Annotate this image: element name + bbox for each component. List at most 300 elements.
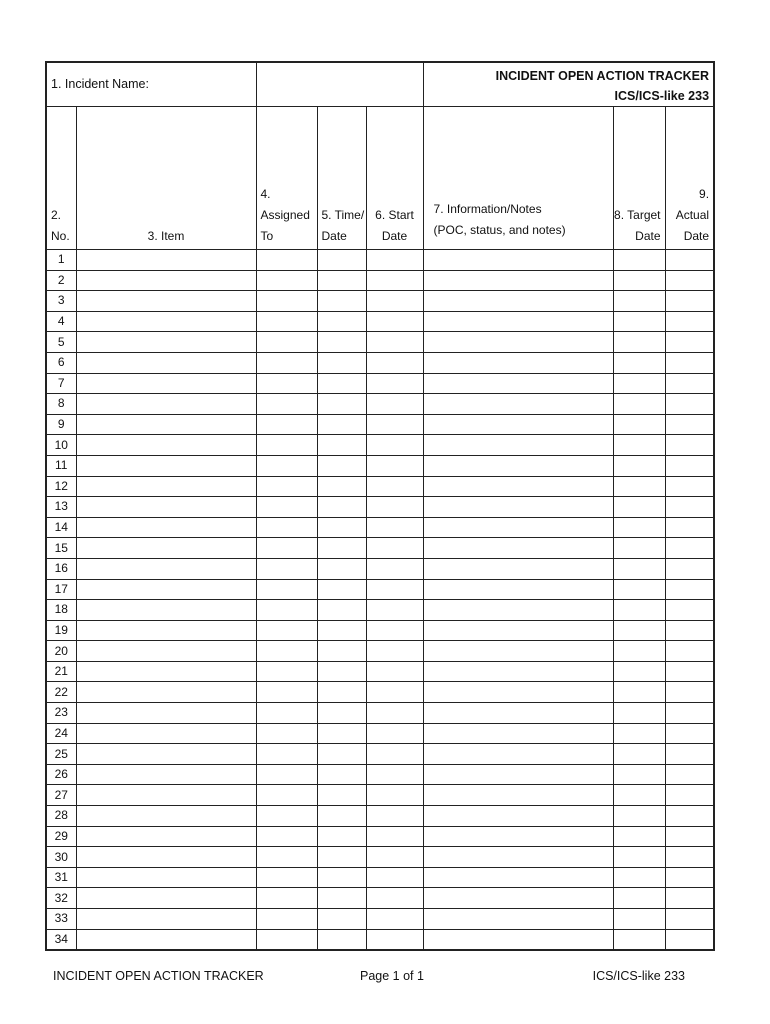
start-date-cell[interactable] [366, 352, 423, 373]
notes-cell[interactable] [423, 497, 613, 518]
notes-cell[interactable] [423, 744, 613, 765]
target-date-cell[interactable] [613, 600, 665, 621]
actual-date-cell[interactable] [665, 888, 714, 909]
target-date-cell[interactable] [613, 352, 665, 373]
target-date-cell[interactable] [613, 682, 665, 703]
assigned-to-cell[interactable] [256, 352, 317, 373]
assigned-to-cell[interactable] [256, 394, 317, 415]
item-cell[interactable] [76, 764, 256, 785]
table-row [46, 476, 714, 497]
actual-date-cell[interactable] [665, 291, 714, 312]
start-date-cell[interactable] [366, 394, 423, 415]
actual-date-cell[interactable] [665, 620, 714, 641]
table-row [46, 888, 714, 909]
notes-cell[interactable] [423, 661, 613, 682]
time-date-cell[interactable] [317, 558, 366, 579]
row-number: 4 [46, 311, 76, 332]
table-row [46, 311, 714, 332]
actual-date-cell[interactable] [665, 847, 714, 868]
target-date-cell[interactable] [613, 661, 665, 682]
assigned-to-cell[interactable] [256, 414, 317, 435]
notes-cell[interactable] [423, 620, 613, 641]
incident-name-label: 1. Incident Name: [51, 77, 149, 91]
table-row [46, 455, 714, 476]
target-date-cell[interactable] [613, 497, 665, 518]
target-date-cell[interactable] [613, 455, 665, 476]
notes-cell[interactable] [423, 579, 613, 600]
item-cell[interactable] [76, 744, 256, 765]
actual-date-cell[interactable] [665, 517, 714, 538]
notes-cell[interactable] [423, 311, 613, 332]
assigned-to-cell[interactable] [256, 826, 317, 847]
actual-date-cell[interactable] [665, 579, 714, 600]
assigned-to-cell[interactable] [256, 806, 317, 827]
table-row [46, 394, 714, 415]
time-date-cell[interactable] [317, 332, 366, 353]
row-number: 15 [46, 538, 76, 559]
time-date-cell[interactable] [317, 476, 366, 497]
page-footer [53, 969, 685, 987]
table-row [46, 764, 714, 785]
item-cell[interactable] [76, 291, 256, 312]
actual-date-cell[interactable] [665, 435, 714, 456]
time-date-cell[interactable] [317, 723, 366, 744]
assigned-to-cell[interactable] [256, 888, 317, 909]
table-row [46, 600, 714, 621]
target-date-cell[interactable] [613, 558, 665, 579]
start-date-cell[interactable] [366, 311, 423, 332]
item-cell[interactable] [76, 703, 256, 724]
notes-cell[interactable] [423, 929, 613, 950]
row-number: 18 [46, 600, 76, 621]
start-date-cell[interactable] [366, 270, 423, 291]
table-row [46, 744, 714, 765]
actual-date-cell[interactable] [665, 332, 714, 353]
actual-date-cell[interactable] [665, 373, 714, 394]
time-date-cell[interactable] [317, 250, 366, 271]
target-date-cell[interactable] [613, 847, 665, 868]
time-date-cell[interactable] [317, 579, 366, 600]
item-cell[interactable] [76, 723, 256, 744]
start-date-cell[interactable] [366, 723, 423, 744]
target-date-cell[interactable] [613, 476, 665, 497]
item-cell[interactable] [76, 497, 256, 518]
notes-cell[interactable] [423, 476, 613, 497]
table-row [46, 847, 714, 868]
assigned-to-cell[interactable] [256, 538, 317, 559]
title-row [46, 62, 714, 107]
assigned-to-cell[interactable] [256, 847, 317, 868]
column-header-row [46, 107, 714, 250]
start-date-cell[interactable] [366, 558, 423, 579]
table-row [46, 806, 714, 827]
row-number: 25 [46, 744, 76, 765]
tracker-table [45, 61, 715, 951]
target-date-cell[interactable] [613, 579, 665, 600]
time-date-cell[interactable] [317, 620, 366, 641]
table-row [46, 538, 714, 559]
assigned-to-cell[interactable] [256, 476, 317, 497]
time-date-cell[interactable] [317, 703, 366, 724]
start-date-cell[interactable] [366, 703, 423, 724]
item-cell[interactable] [76, 332, 256, 353]
time-date-cell[interactable] [317, 538, 366, 559]
time-date-cell[interactable] [317, 867, 366, 888]
table-row [46, 579, 714, 600]
item-cell[interactable] [76, 579, 256, 600]
item-cell[interactable] [76, 435, 256, 456]
time-date-cell[interactable] [317, 785, 366, 806]
row-number: 23 [46, 703, 76, 724]
assigned-to-cell[interactable] [256, 703, 317, 724]
assigned-to-cell[interactable] [256, 291, 317, 312]
item-cell[interactable] [76, 352, 256, 373]
start-date-cell[interactable] [366, 373, 423, 394]
assigned-to-cell[interactable] [256, 435, 317, 456]
actual-date-cell[interactable] [665, 538, 714, 559]
item-cell[interactable] [76, 888, 256, 909]
actual-date-cell[interactable] [665, 764, 714, 785]
assigned-to-cell[interactable] [256, 579, 317, 600]
item-cell[interactable] [76, 250, 256, 271]
item-cell[interactable] [76, 661, 256, 682]
notes-cell[interactable] [423, 373, 613, 394]
notes-cell[interactable] [423, 517, 613, 538]
actual-date-cell[interactable] [665, 250, 714, 271]
actual-date-cell[interactable] [665, 497, 714, 518]
incident-name-label-cell [46, 62, 256, 107]
actual-date-cell[interactable] [665, 414, 714, 435]
notes-cell[interactable] [423, 414, 613, 435]
row-number: 2 [46, 270, 76, 291]
target-date-cell[interactable] [613, 394, 665, 415]
start-date-cell[interactable] [366, 661, 423, 682]
incident-name-field[interactable] [256, 62, 423, 107]
start-date-cell[interactable] [366, 579, 423, 600]
column-header-time-date: 5. Time/ Date [317, 107, 366, 250]
item-cell[interactable] [76, 373, 256, 394]
item-cell[interactable] [76, 455, 256, 476]
item-cell[interactable] [76, 641, 256, 662]
start-date-cell[interactable] [366, 785, 423, 806]
table-row [46, 291, 714, 312]
start-date-cell[interactable] [366, 888, 423, 909]
row-number: 33 [46, 909, 76, 930]
actual-date-cell[interactable] [665, 744, 714, 765]
start-date-cell[interactable] [366, 764, 423, 785]
assigned-to-cell[interactable] [256, 929, 317, 950]
table-row [46, 641, 714, 662]
target-date-cell[interactable] [613, 703, 665, 724]
form-title-block [423, 62, 714, 107]
target-date-cell[interactable] [613, 620, 665, 641]
row-number: 16 [46, 558, 76, 579]
item-cell[interactable] [76, 682, 256, 703]
actual-date-cell[interactable] [665, 929, 714, 950]
target-date-cell[interactable] [613, 806, 665, 827]
actual-date-cell[interactable] [665, 641, 714, 662]
item-cell[interactable] [76, 600, 256, 621]
target-date-cell[interactable] [613, 764, 665, 785]
actual-date-cell[interactable] [665, 558, 714, 579]
target-date-cell[interactable] [613, 888, 665, 909]
time-date-cell[interactable] [317, 929, 366, 950]
row-number: 12 [46, 476, 76, 497]
row-number: 7 [46, 373, 76, 394]
notes-cell[interactable] [423, 826, 613, 847]
start-date-cell[interactable] [366, 291, 423, 312]
target-date-cell[interactable] [613, 250, 665, 271]
notes-cell[interactable] [423, 250, 613, 271]
start-date-cell[interactable] [366, 826, 423, 847]
notes-cell[interactable] [423, 332, 613, 353]
start-date-cell[interactable] [366, 455, 423, 476]
notes-cell[interactable] [423, 682, 613, 703]
start-date-cell[interactable] [366, 929, 423, 950]
row-number: 21 [46, 661, 76, 682]
assigned-to-cell[interactable] [256, 744, 317, 765]
time-date-cell[interactable] [317, 291, 366, 312]
target-date-cell[interactable] [613, 291, 665, 312]
start-date-cell[interactable] [366, 250, 423, 271]
row-number: 17 [46, 579, 76, 600]
start-date-cell[interactable] [366, 867, 423, 888]
item-cell[interactable] [76, 785, 256, 806]
assigned-to-cell[interactable] [256, 661, 317, 682]
item-cell[interactable] [76, 517, 256, 538]
target-date-cell[interactable] [613, 538, 665, 559]
target-date-cell[interactable] [613, 929, 665, 950]
row-number: 8 [46, 394, 76, 415]
start-date-cell[interactable] [366, 600, 423, 621]
assigned-to-cell[interactable] [256, 455, 317, 476]
time-date-cell[interactable] [317, 455, 366, 476]
start-date-cell[interactable] [366, 806, 423, 827]
form-code: ICS/ICS-like 233 [614, 89, 710, 103]
item-cell[interactable] [76, 620, 256, 641]
item-cell[interactable] [76, 847, 256, 868]
time-date-cell[interactable] [317, 600, 366, 621]
notes-cell[interactable] [423, 888, 613, 909]
start-date-cell[interactable] [366, 847, 423, 868]
row-number: 22 [46, 682, 76, 703]
assigned-to-cell[interactable] [256, 332, 317, 353]
row-number: 32 [46, 888, 76, 909]
table-row [46, 558, 714, 579]
assigned-to-cell[interactable] [256, 682, 317, 703]
assigned-to-cell[interactable] [256, 785, 317, 806]
actual-date-cell[interactable] [665, 270, 714, 291]
notes-cell[interactable] [423, 867, 613, 888]
row-number: 20 [46, 641, 76, 662]
time-date-cell[interactable] [317, 435, 366, 456]
item-cell[interactable] [76, 867, 256, 888]
item-cell[interactable] [76, 311, 256, 332]
actual-date-cell[interactable] [665, 600, 714, 621]
target-date-cell[interactable] [613, 311, 665, 332]
actual-date-cell[interactable] [665, 661, 714, 682]
time-date-cell[interactable] [317, 888, 366, 909]
time-date-cell[interactable] [317, 517, 366, 538]
target-date-cell[interactable] [613, 332, 665, 353]
notes-cell[interactable] [423, 806, 613, 827]
notes-cell[interactable] [423, 352, 613, 373]
time-date-cell[interactable] [317, 826, 366, 847]
assigned-to-cell[interactable] [256, 270, 317, 291]
item-cell[interactable] [76, 826, 256, 847]
actual-date-cell[interactable] [665, 826, 714, 847]
notes-cell[interactable] [423, 435, 613, 456]
target-date-cell[interactable] [613, 867, 665, 888]
target-date-cell[interactable] [613, 909, 665, 930]
assigned-to-cell[interactable] [256, 867, 317, 888]
time-date-cell[interactable] [317, 394, 366, 415]
assigned-to-cell[interactable] [256, 558, 317, 579]
assigned-to-cell[interactable] [256, 723, 317, 744]
target-date-cell[interactable] [613, 723, 665, 744]
start-date-cell[interactable] [366, 476, 423, 497]
row-number: 13 [46, 497, 76, 518]
start-date-cell[interactable] [366, 497, 423, 518]
notes-cell[interactable] [423, 270, 613, 291]
target-date-cell[interactable] [613, 270, 665, 291]
notes-cell[interactable] [423, 394, 613, 415]
start-date-cell[interactable] [366, 909, 423, 930]
column-header-target-date: 8. Target Date [613, 107, 665, 250]
item-cell[interactable] [76, 394, 256, 415]
item-cell[interactable] [76, 806, 256, 827]
actual-date-cell[interactable] [665, 867, 714, 888]
target-date-cell[interactable] [613, 435, 665, 456]
item-cell[interactable] [76, 476, 256, 497]
notes-cell[interactable] [423, 764, 613, 785]
actual-date-cell[interactable] [665, 455, 714, 476]
column-header-item: 3. Item [76, 107, 256, 250]
assigned-to-cell[interactable] [256, 764, 317, 785]
actual-date-cell[interactable] [665, 682, 714, 703]
notes-cell[interactable] [423, 909, 613, 930]
item-cell[interactable] [76, 414, 256, 435]
assigned-to-cell[interactable] [256, 517, 317, 538]
notes-cell[interactable] [423, 703, 613, 724]
time-date-cell[interactable] [317, 414, 366, 435]
notes-cell[interactable] [423, 600, 613, 621]
notes-cell[interactable] [423, 291, 613, 312]
item-cell[interactable] [76, 558, 256, 579]
actual-date-cell[interactable] [665, 806, 714, 827]
start-date-cell[interactable] [366, 435, 423, 456]
table-row [46, 414, 714, 435]
start-date-cell[interactable] [366, 538, 423, 559]
start-date-cell[interactable] [366, 682, 423, 703]
actual-date-cell[interactable] [665, 394, 714, 415]
actual-date-cell[interactable] [665, 723, 714, 744]
assigned-to-cell[interactable] [256, 311, 317, 332]
assigned-to-cell[interactable] [256, 373, 317, 394]
row-number: 19 [46, 620, 76, 641]
time-date-cell[interactable] [317, 352, 366, 373]
item-cell[interactable] [76, 929, 256, 950]
start-date-cell[interactable] [366, 744, 423, 765]
actual-date-cell[interactable] [665, 703, 714, 724]
notes-cell[interactable] [423, 558, 613, 579]
start-date-cell[interactable] [366, 332, 423, 353]
table-row [46, 620, 714, 641]
target-date-cell[interactable] [613, 744, 665, 765]
assigned-to-cell[interactable] [256, 909, 317, 930]
row-number: 1 [46, 250, 76, 271]
target-date-cell[interactable] [613, 414, 665, 435]
assigned-to-cell[interactable] [256, 497, 317, 518]
start-date-cell[interactable] [366, 517, 423, 538]
notes-cell[interactable] [423, 723, 613, 744]
column-header-no: 2. No. [46, 107, 76, 250]
target-date-cell[interactable] [613, 785, 665, 806]
time-date-cell[interactable] [317, 682, 366, 703]
time-date-cell[interactable] [317, 847, 366, 868]
column-header-start-date: 6. Start Date [366, 107, 423, 250]
notes-cell[interactable] [423, 847, 613, 868]
notes-cell[interactable] [423, 538, 613, 559]
actual-date-cell[interactable] [665, 476, 714, 497]
time-date-cell[interactable] [317, 764, 366, 785]
target-date-cell[interactable] [613, 826, 665, 847]
time-date-cell[interactable] [317, 641, 366, 662]
table-row [46, 661, 714, 682]
assigned-to-cell[interactable] [256, 641, 317, 662]
assigned-to-cell[interactable] [256, 620, 317, 641]
time-date-cell[interactable] [317, 373, 366, 394]
assigned-to-cell[interactable] [256, 250, 317, 271]
target-date-cell[interactable] [613, 373, 665, 394]
actual-date-cell[interactable] [665, 785, 714, 806]
actual-date-cell[interactable] [665, 909, 714, 930]
start-date-cell[interactable] [366, 414, 423, 435]
start-date-cell[interactable] [366, 641, 423, 662]
table-row [46, 682, 714, 703]
time-date-cell[interactable] [317, 661, 366, 682]
time-date-cell[interactable] [317, 909, 366, 930]
table-row [46, 703, 714, 724]
notes-cell[interactable] [423, 641, 613, 662]
assigned-to-cell[interactable] [256, 600, 317, 621]
row-number: 24 [46, 723, 76, 744]
time-date-cell[interactable] [317, 311, 366, 332]
actual-date-cell[interactable] [665, 352, 714, 373]
row-number: 3 [46, 291, 76, 312]
target-date-cell[interactable] [613, 517, 665, 538]
notes-cell[interactable] [423, 455, 613, 476]
table-row [46, 373, 714, 394]
notes-cell[interactable] [423, 785, 613, 806]
table-row [46, 867, 714, 888]
row-number: 26 [46, 764, 76, 785]
item-cell[interactable] [76, 538, 256, 559]
item-cell[interactable] [76, 909, 256, 930]
time-date-cell[interactable] [317, 497, 366, 518]
start-date-cell[interactable] [366, 620, 423, 641]
actual-date-cell[interactable] [665, 311, 714, 332]
time-date-cell[interactable] [317, 744, 366, 765]
table-row [46, 517, 714, 538]
target-date-cell[interactable] [613, 641, 665, 662]
time-date-cell[interactable] [317, 806, 366, 827]
table-row [46, 723, 714, 744]
row-number: 31 [46, 867, 76, 888]
form-title: INCIDENT OPEN ACTION TRACKER [495, 69, 710, 83]
time-date-cell[interactable] [317, 270, 366, 291]
item-cell[interactable] [76, 270, 256, 291]
